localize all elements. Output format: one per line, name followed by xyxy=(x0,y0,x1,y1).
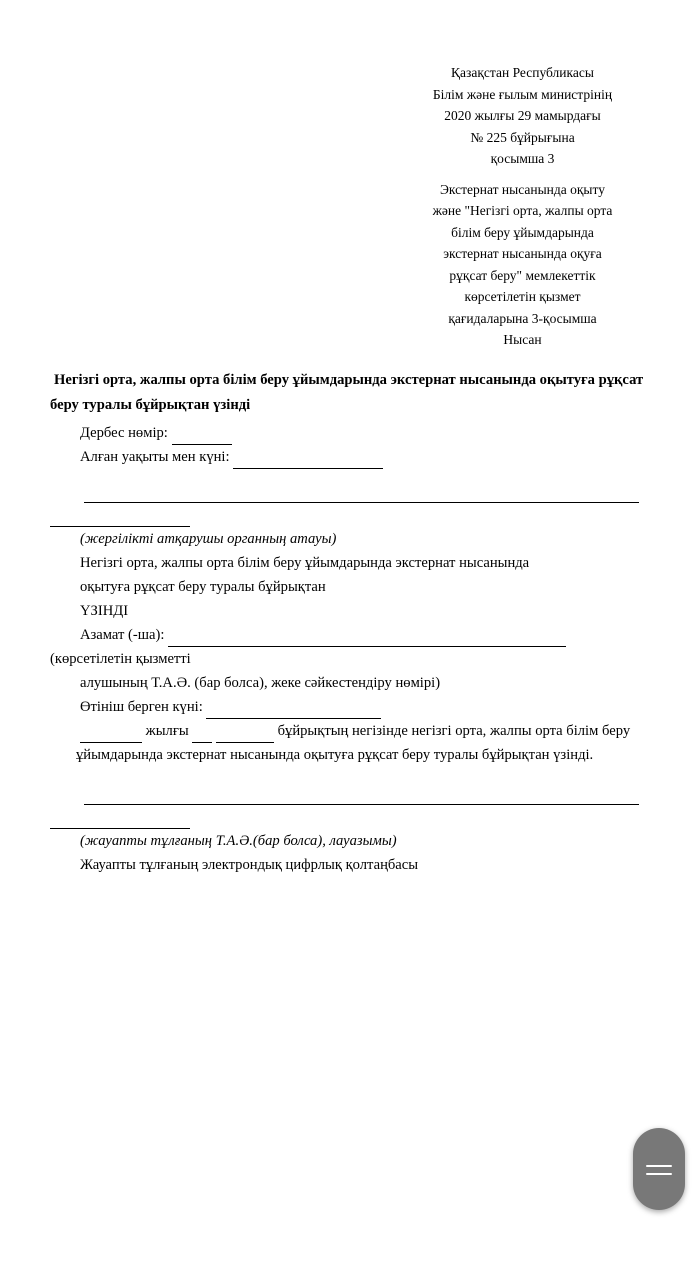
order-basis-middle: бұйрықтың негізінде негізгі орта, жалпы орта білім беру xyxy=(277,723,631,739)
header-sub-line-4: экстернат нысанында оқуға xyxy=(443,246,602,261)
menu-icon-bar-bottom xyxy=(646,1173,672,1175)
floating-nav-handle[interactable] xyxy=(633,1128,685,1210)
header-sub-line-3: білім беру ұйымдарында xyxy=(451,224,594,240)
order-basis-blank-3 xyxy=(216,729,274,743)
responsible-blank-left xyxy=(50,815,190,829)
authority-blank-long xyxy=(84,489,639,503)
responsible-blank-row-2 xyxy=(50,805,645,829)
header-line-2: Білім және ғылым министрінің xyxy=(432,86,613,102)
application-date-row xyxy=(50,695,645,719)
spacer-1 xyxy=(50,469,645,479)
header-line-3: 2020 жылғы 29 мамырдағы xyxy=(444,108,601,123)
order-basis-prefix: жылғы xyxy=(145,723,189,739)
application-date-blank xyxy=(206,705,381,719)
order-basis-paragraph xyxy=(50,719,645,743)
citizen-label: Азамат (-ша): xyxy=(80,627,165,643)
final-paragraph: ұйымдарында экстернат нысанында оқытуға рұқсат беру туралы бұйрықтан үзінді. xyxy=(76,747,594,763)
responsible-caption: (жауапты тұлғаның Т.А.Ә.(бар болса), лауазымы) xyxy=(80,833,397,849)
document-title: Негізгі орта, жалпы орта білім беру ұйымдарында экстернат нысанында оқытуға рұқсат беру туралы бұйрықтан үзінді xyxy=(50,372,644,413)
header-sub-line-1: Экстернат нысанында оқыту xyxy=(440,181,605,197)
menu-icon-bar-top xyxy=(646,1165,672,1167)
header-line-4: № 225 бұйрығына xyxy=(470,129,575,145)
authority-caption: (жергілікті атқарушы органның атауы) xyxy=(80,531,337,547)
service-recipient-line: (көрсетілетін қызметті xyxy=(50,651,191,667)
header-line-1: Қазақстан Республикасы xyxy=(451,65,594,80)
header-sub-line-5: рұқсат беру" мемлекеттік xyxy=(449,267,596,283)
order-basis-blank-2 xyxy=(192,729,212,743)
header-sub-line-8: Нысан xyxy=(503,332,542,347)
personal-number-label: Дербес нөмір: xyxy=(80,425,168,441)
citizen-row xyxy=(50,623,645,647)
order-text-line-2: оқытуға рұқсат беру туралы бұйрықтан xyxy=(80,579,326,595)
personal-number-blank xyxy=(172,431,232,445)
header-right-block xyxy=(415,62,630,351)
header-sub-line-2: және "Негізгі орта, жалпы орта xyxy=(432,203,613,218)
header-sub-line-6: көрсетілетін қызмет xyxy=(464,289,581,304)
authority-blank-row-2 xyxy=(50,503,645,527)
responsible-blank-row-1 xyxy=(50,781,645,805)
personal-number-row xyxy=(50,421,645,445)
header-sub-block xyxy=(415,179,630,351)
received-datetime-row xyxy=(50,445,645,469)
authority-blank-left xyxy=(50,513,190,527)
order-text-line-1: Негізгі орта, жалпы орта білім беру ұйымдарында экстернат нысанында xyxy=(80,555,530,571)
received-datetime-label: Алған уақыты мен күні: xyxy=(80,449,230,465)
recipient-caption: алушының Т.А.Ә. (бар болса), жеке сәйкестендіру нөмірі) xyxy=(80,675,441,691)
header-line-5: қосымша 3 xyxy=(490,151,555,166)
document-body xyxy=(50,368,645,877)
extract-word: ҮЗІНДІ xyxy=(80,603,129,619)
digital-signature-line: Жауапты тұлғаның электрондық цифрлық қолтаңбасы xyxy=(80,857,419,873)
spacer-2 xyxy=(50,767,645,781)
header-sub-line-7: қағидаларына 3-қосымша xyxy=(448,310,597,326)
application-date-label: Өтініш берген күні: xyxy=(80,699,203,715)
received-datetime-blank xyxy=(233,455,383,469)
authority-blank-row-1 xyxy=(50,479,645,503)
citizen-blank xyxy=(168,633,566,647)
responsible-blank-long xyxy=(84,791,639,805)
order-basis-blank-1 xyxy=(80,729,142,743)
